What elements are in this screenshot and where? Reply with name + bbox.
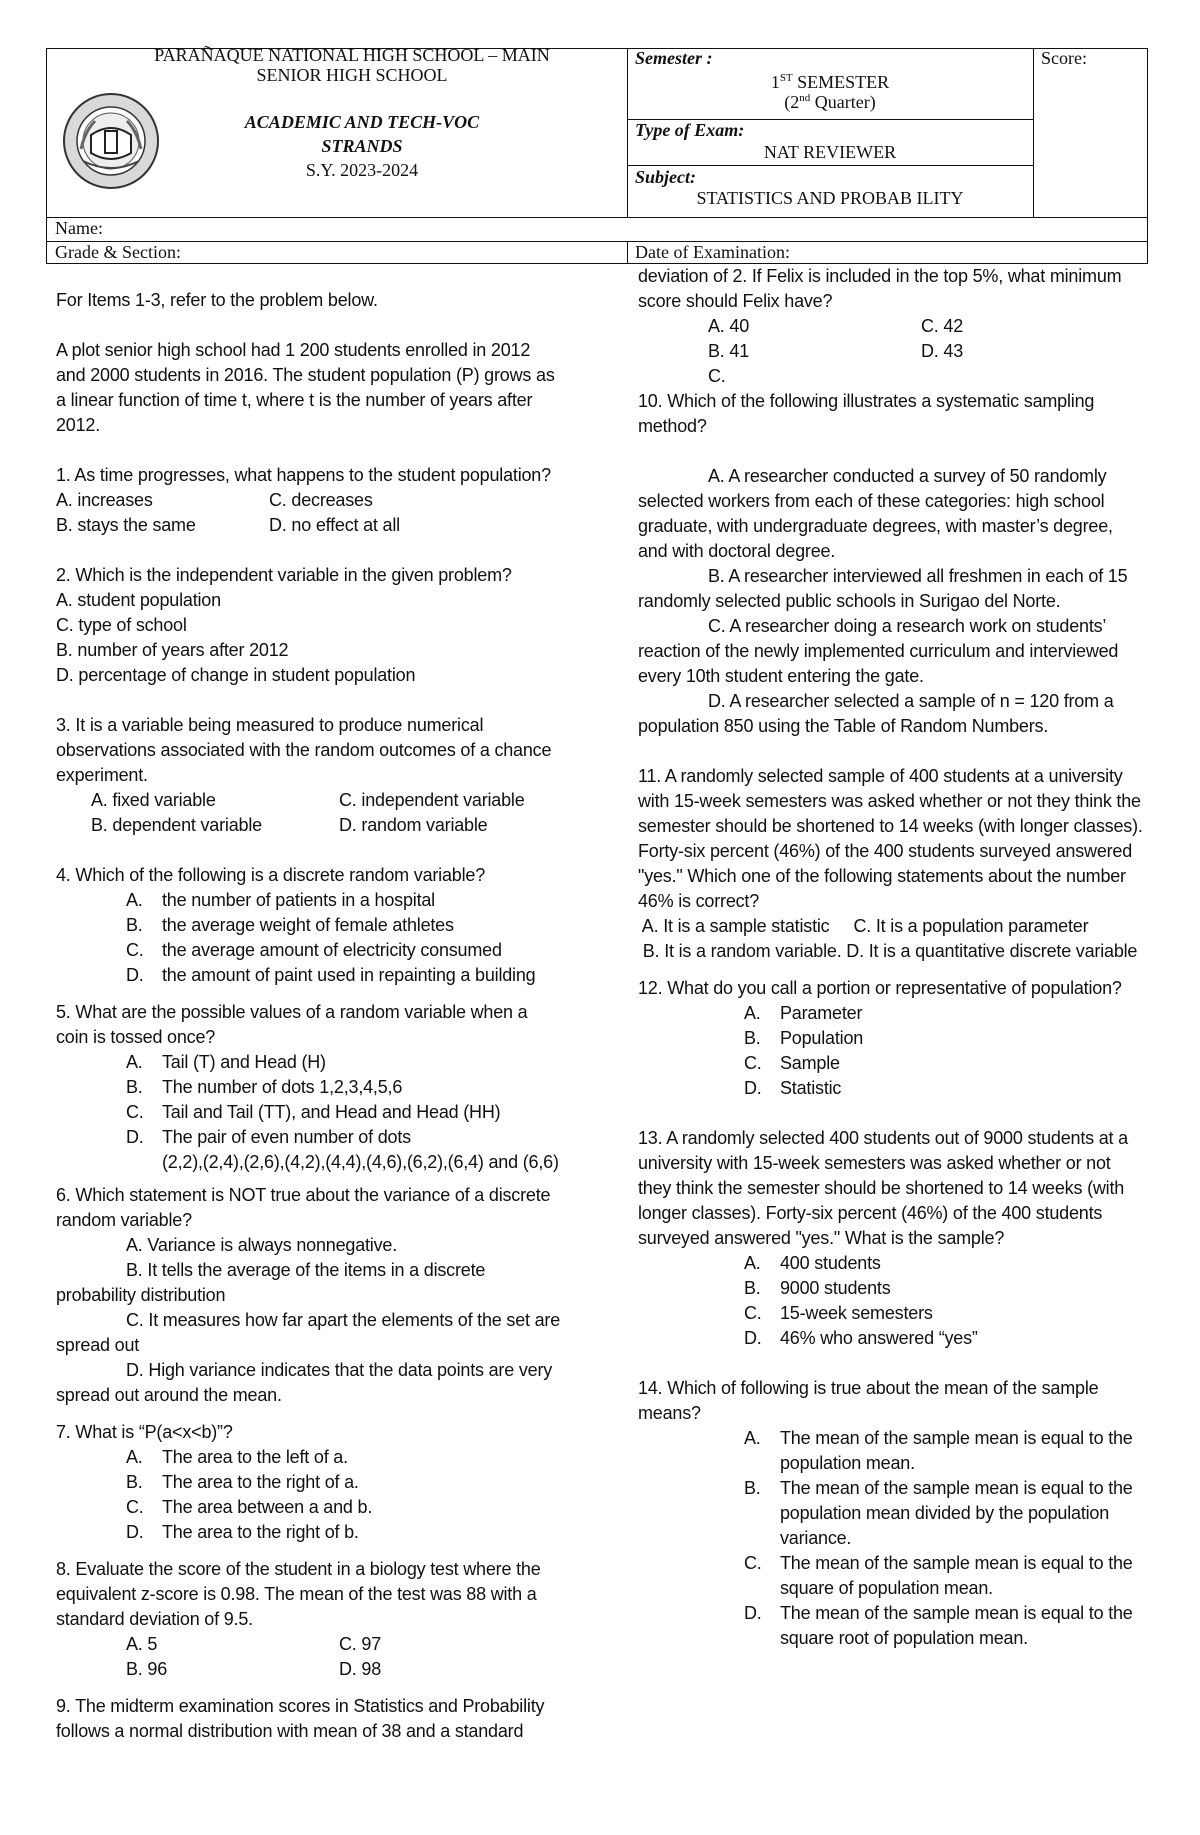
question-5: 5. What are the possible values of a random variable when a	[56, 1002, 528, 1022]
q9-stray-option: C.	[708, 366, 726, 386]
question-4: 4. Which of the following is a discrete random variable?	[56, 865, 486, 885]
school-year: S.Y. 2023-2024	[305, 160, 419, 180]
strand-title-line2: STRANDS	[321, 136, 403, 156]
q12-option[interactable]: D. Statistic	[744, 1078, 842, 1098]
right-column	[638, 264, 1188, 1651]
question-3: 3. It is a variable being measured to produce numerical	[56, 715, 484, 735]
q11-options-b-d[interactable]: B. It is a random variable. D. It is a quantitative discrete variable	[638, 941, 1138, 961]
q3-option-b[interactable]: B. dependent variable	[91, 815, 262, 835]
problem-line: a linear function of time t, where t is the number of years after	[56, 390, 533, 410]
q7-option[interactable]: C. The area between a and b.	[126, 1497, 373, 1517]
q3-option-a[interactable]: A. fixed variable	[91, 790, 216, 810]
q10-option-c[interactable]: C. A researcher doing a research work on students’	[708, 616, 1107, 636]
problem-line: and 2000 students in 2016. The student population (P) grows as	[56, 365, 555, 385]
q10-option-a-line: selected workers from each of these categories: high school	[638, 491, 1105, 511]
question-14: 14. Which of following is true about the mean of the sample	[638, 1378, 1099, 1398]
question-13-line: university with 15-week semesters was asked whether or not	[638, 1153, 1111, 1173]
question-9-line: follows a normal distribution with mean of 38 and a standard	[56, 1721, 524, 1741]
q4-option[interactable]: B. the average weight of female athletes	[126, 915, 454, 935]
q5-option[interactable]: C. Tail and Tail (TT), and Head and Head (HH)	[126, 1102, 501, 1122]
q2-option[interactable]: D. percentage of change in student population	[56, 665, 416, 685]
question-3-line: experiment.	[56, 765, 148, 785]
exam-type-value: NAT REVIEWER	[763, 142, 897, 162]
q10-option-b[interactable]: B. A researcher interviewed all freshmen in each of 15	[708, 566, 1128, 586]
question-5-line: coin is tossed once?	[56, 1027, 216, 1047]
question-10: 10. Which of the following illustrates a systematic sampling	[638, 391, 1095, 411]
q10-option-a[interactable]: A. A researcher conducted a survey of 50 randomly	[708, 466, 1107, 486]
question-9-continued: score should Felix have?	[638, 291, 833, 311]
q6-option-b[interactable]: B. It tells the average of the items in a discrete	[126, 1260, 486, 1280]
q14-option-line: variance.	[780, 1528, 852, 1548]
q13-option[interactable]: B. 9000 students	[744, 1278, 891, 1298]
q6-option-c-line2: spread out	[56, 1335, 140, 1355]
q4-option[interactable]: C. the average amount of electricity consumed	[126, 940, 502, 960]
q2-option[interactable]: A. student population	[56, 590, 221, 610]
q9-option-c[interactable]: C. 42	[921, 316, 964, 336]
q6-option-a[interactable]: A. Variance is always nonnegative.	[126, 1235, 398, 1255]
q12-option[interactable]: C. Sample	[744, 1053, 840, 1073]
q10-option-c-line: reaction of the newly implemented curriculum and interviewed	[638, 641, 1119, 661]
name-label: Name:	[55, 218, 103, 238]
q8-option-c[interactable]: C. 97	[339, 1634, 382, 1654]
question-9: 9. The midterm examination scores in Statistics and Probability	[56, 1696, 545, 1716]
q13-option[interactable]: D. 46% who answered “yes”	[744, 1328, 978, 1348]
q8-option-b[interactable]: B. 96	[126, 1659, 168, 1679]
quarter-value: (2nd Quarter)	[784, 92, 876, 112]
q14-option[interactable]: B. The mean of the sample mean is equal to the	[744, 1478, 1133, 1498]
subject-label: Subject:	[635, 167, 696, 187]
q1-option-c[interactable]: C. decreases	[269, 490, 373, 510]
q9-option-a[interactable]: A. 40	[708, 316, 750, 336]
q10-option-c-line: every 10th student entering the gate.	[638, 666, 924, 686]
q14-option-line: square root of population mean.	[780, 1628, 1028, 1648]
strand-title-line1: ACADEMIC AND TECH-VOC	[244, 112, 480, 132]
q7-option[interactable]: B. The area to the right of a.	[126, 1472, 359, 1492]
q10-option-d[interactable]: D. A researcher selected a sample of n = 120 from a	[708, 691, 1114, 711]
left-column	[56, 288, 596, 1744]
question-11-line: "yes." Which one of the following statements about the number	[638, 866, 1126, 886]
q5-option[interactable]: B. The number of dots 1,2,3,4,5,6	[126, 1077, 403, 1097]
q1-option-d[interactable]: D. no effect at all	[269, 515, 400, 535]
exam-type-label: Type of Exam:	[635, 120, 745, 140]
q10-option-d-line: population 850 using the Table of Random Numbers.	[638, 716, 1049, 736]
question-6-line: random variable?	[56, 1210, 192, 1230]
question-11-line: Forty-six percent (46%) of the 400 students surveyed answered	[638, 841, 1133, 861]
q9-option-b[interactable]: B. 41	[708, 341, 750, 361]
question-3-line: observations associated with the random outcomes of a chance	[56, 740, 552, 760]
q5-option-d-line2: (2,2),(2,4),(2,6),(4,2),(4,4),(4,6),(6,2),(6,4) and (6,6)	[162, 1152, 559, 1172]
school-seal-logo	[61, 91, 161, 191]
question-13: 13. A randomly selected 400 students out of 9000 students at a	[638, 1128, 1128, 1148]
school-division: SENIOR HIGH SCHOOL	[256, 65, 448, 85]
question-13-line: surveyed answered "yes." What is the sample?	[638, 1228, 1005, 1248]
q13-option[interactable]: C. 15-week semesters	[744, 1303, 933, 1323]
q3-option-c[interactable]: C. independent variable	[339, 790, 525, 810]
question-9-continued: deviation of 2. If Felix is included in the top 5%, what minimum	[638, 266, 1122, 286]
q12-option[interactable]: B. Population	[744, 1028, 864, 1048]
q10-option-a-line: graduate, with undergraduate degrees, with master’s degree,	[638, 516, 1113, 536]
q1-option-a[interactable]: A. increases	[56, 490, 153, 510]
question-11-line: semester should be shortened to 14 weeks (with longer classes).	[638, 816, 1143, 836]
question-6: 6. Which statement is NOT true about the variance of a discrete	[56, 1185, 551, 1205]
exam-header-table	[46, 45, 1148, 264]
question-8: 8. Evaluate the score of the student in a biology test where the	[56, 1559, 541, 1579]
q14-option[interactable]: C. The mean of the sample mean is equal to the	[744, 1553, 1133, 1573]
problem-line: A plot senior high school had 1 200 students enrolled in 2012	[56, 340, 531, 360]
q10-option-a-line: and with doctoral degree.	[638, 541, 836, 561]
q5-option[interactable]: A. Tail (T) and Head (H)	[126, 1052, 326, 1072]
q11-options-a-c[interactable]: A. It is a sample statistic C. It is a population parameter	[638, 916, 1089, 936]
question-10-line: method?	[638, 416, 707, 436]
q1-option-b[interactable]: B. stays the same	[56, 515, 196, 535]
q14-option[interactable]: A. The mean of the sample mean is equal to the	[744, 1428, 1133, 1448]
q12-option[interactable]: A. Parameter	[744, 1003, 863, 1023]
q2-option[interactable]: C. type of school	[56, 615, 187, 635]
question-11: 11. A randomly selected sample of 400 students at a university	[638, 766, 1123, 786]
question-8-line: equivalent z-score is 0.98. The mean of the test was 88 with a	[56, 1584, 537, 1604]
q3-option-d[interactable]: D. random variable	[339, 815, 488, 835]
q4-option[interactable]: A. the number of patients in a hospital	[126, 890, 435, 910]
q14-option-line: population mean.	[780, 1453, 915, 1473]
exam-date-label: Date of Examination:	[635, 242, 790, 262]
score-label: Score:	[1041, 48, 1087, 68]
q2-option[interactable]: B. number of years after 2012	[56, 640, 289, 660]
q8-option-d[interactable]: D. 98	[339, 1659, 382, 1679]
q4-option[interactable]: D. the amount of paint used in repainting a building	[126, 965, 536, 985]
q6-option-d-line2: spread out around the mean.	[56, 1385, 282, 1405]
question-11-line: with 15-week semesters was asked whether or not they think the	[638, 791, 1141, 811]
question-13-line: they think the semester should be shortened to 14 weeks (with	[638, 1178, 1125, 1198]
q14-option-line: population mean divided by the population	[780, 1503, 1110, 1523]
q7-option[interactable]: D. The area to the right of b.	[126, 1522, 359, 1542]
q10-option-b-line: randomly selected public schools in Surigao del Norte.	[638, 591, 1061, 611]
q5-option[interactable]: D. The pair of even number of dots	[126, 1127, 411, 1147]
school-name: PARAÑAQUE NATIONAL HIGH SCHOOL – MAIN	[154, 45, 550, 65]
q14-option-line: square of population mean.	[780, 1578, 993, 1598]
semester-value: 1ST SEMESTER	[770, 72, 890, 92]
instructions: For Items 1-3, refer to the problem below.	[56, 290, 378, 310]
q6-option-b-line2: probability distribution	[56, 1285, 226, 1305]
q6-option-c[interactable]: C. It measures how far apart the elements of the set are	[126, 1310, 561, 1330]
q7-option[interactable]: A. The area to the left of a.	[126, 1447, 348, 1467]
question-12: 12. What do you call a portion or representative of population?	[638, 978, 1122, 998]
grade-section-label: Grade & Section:	[55, 242, 181, 262]
question-11-line: 46% is correct?	[638, 891, 760, 911]
subject-value: STATISTICS AND PROBAB ILITY	[696, 188, 964, 208]
question-2: 2. Which is the independent variable in the given problem?	[56, 565, 512, 585]
q6-option-d[interactable]: D. High variance indicates that the data points are very	[126, 1360, 553, 1380]
problem-line: 2012.	[56, 415, 101, 435]
question-8-line: standard deviation of 9.5.	[56, 1609, 253, 1629]
q9-option-d[interactable]: D. 43	[921, 341, 964, 361]
question-1: 1. As time progresses, what happens to the student population?	[56, 465, 551, 485]
question-7: 7. What is “P(a<x<b)”?	[56, 1422, 233, 1442]
q13-option[interactable]: A. 400 students	[744, 1253, 881, 1273]
q14-option[interactable]: D. The mean of the sample mean is equal to the	[744, 1603, 1133, 1623]
q8-option-a[interactable]: A. 5	[126, 1634, 158, 1654]
semester-label: Semester :	[635, 48, 713, 68]
question-13-line: longer classes). Forty-six percent (46%) of the 400 students	[638, 1203, 1103, 1223]
question-14-line: means?	[638, 1403, 701, 1423]
